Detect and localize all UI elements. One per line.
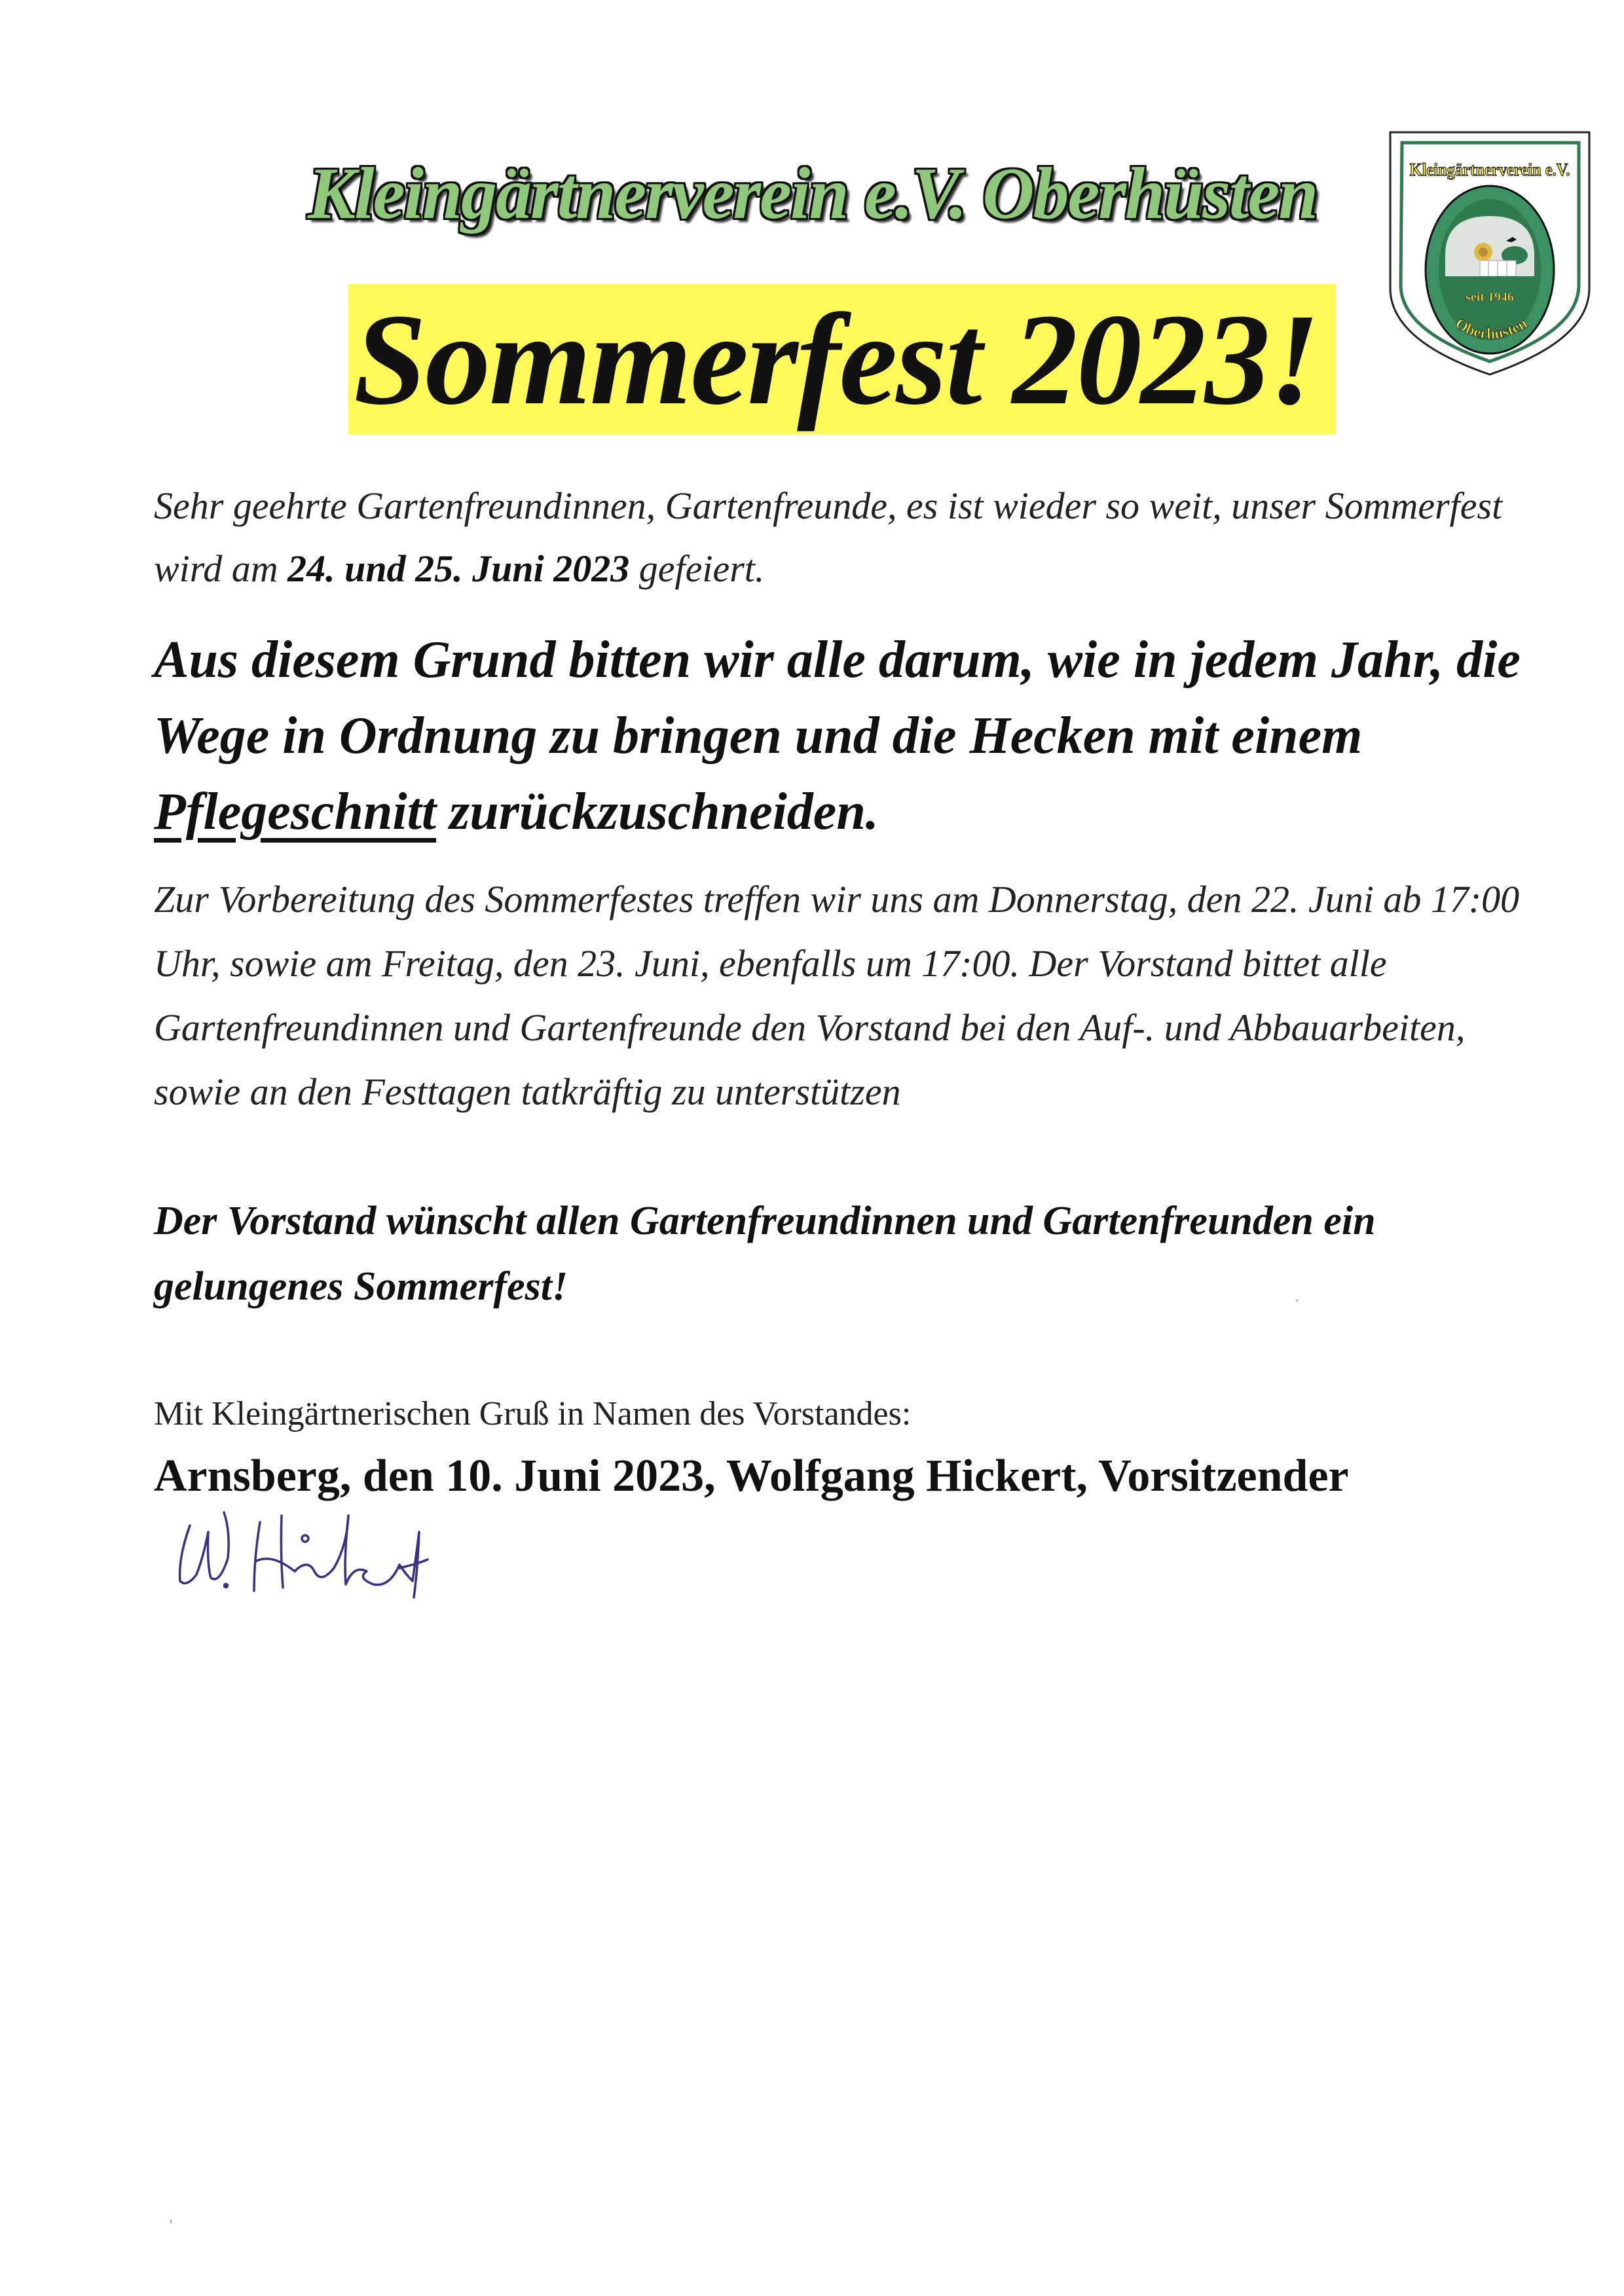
request-text-start: Aus diesem Grund bitten wir alle darum, wie in jedem Jahr, die Wege in Ordnung zu bringen und die Hecken mit einem	[154, 631, 1521, 765]
scan-speck	[170, 2219, 172, 2223]
club-crest-icon	[1385, 124, 1595, 380]
festival-dates: 24. und 25. Juni 2023	[287, 547, 630, 590]
wish-paragraph: Der Vorstand wünscht allen Gartenfreundinnen und Gartenfreunden ein gelungenes Sommerfest!	[154, 1199, 1376, 1309]
intro-paragraph	[154, 475, 1529, 600]
intro-text-start: Sehr geehrte Gartenfreundinnen, Gartenfreunde, es ist wieder so weit, unser Sommerfest wird am	[154, 484, 1503, 590]
request-paragraph	[154, 622, 1529, 850]
crest-year-text: seit 1946	[1466, 290, 1514, 304]
request-text-end: zurückzuschneiden.	[436, 783, 879, 841]
page-title: Sommerfest 2023!	[354, 287, 1319, 432]
handwritten-signature	[157, 1506, 485, 1617]
closing-signoff: Arnsberg, den 10. Juni 2023, Wolfgang Hickert, Vorsitzender	[154, 1451, 1349, 1501]
crest-bottom-text: Oberhüsten	[1452, 314, 1531, 343]
club-name-heading: Kleingärtnerverein e.V. Oberhüsten	[308, 153, 1318, 234]
request-underlined-term: Pflegeschnitt	[154, 783, 437, 841]
scan-speck	[1297, 1300, 1298, 1302]
crest-top-text: Kleingärtnerverein e.V.	[1409, 160, 1570, 179]
preparation-paragraph: Zur Vorbereitung des Sommerfestes treffen wir uns am Donnerstag, den 22. Juni ab 17:00 Uhr, sowie am Freitag, den 23. Juni, ebenfalls um 17:00. Der Vorstand bittet alle Gartenfreundinnen und Gartenfreunde den Vorstand bei den Auf-. und Abbauarbeiten, sowie an den Festtagen tatkräftig zu unterstützen	[154, 878, 1520, 1113]
intro-text-end: gefeiert.	[629, 547, 765, 590]
closing-greeting: Mit Kleingärtnerischen Gruß in Namen des Vorstandes:	[154, 1395, 912, 1432]
